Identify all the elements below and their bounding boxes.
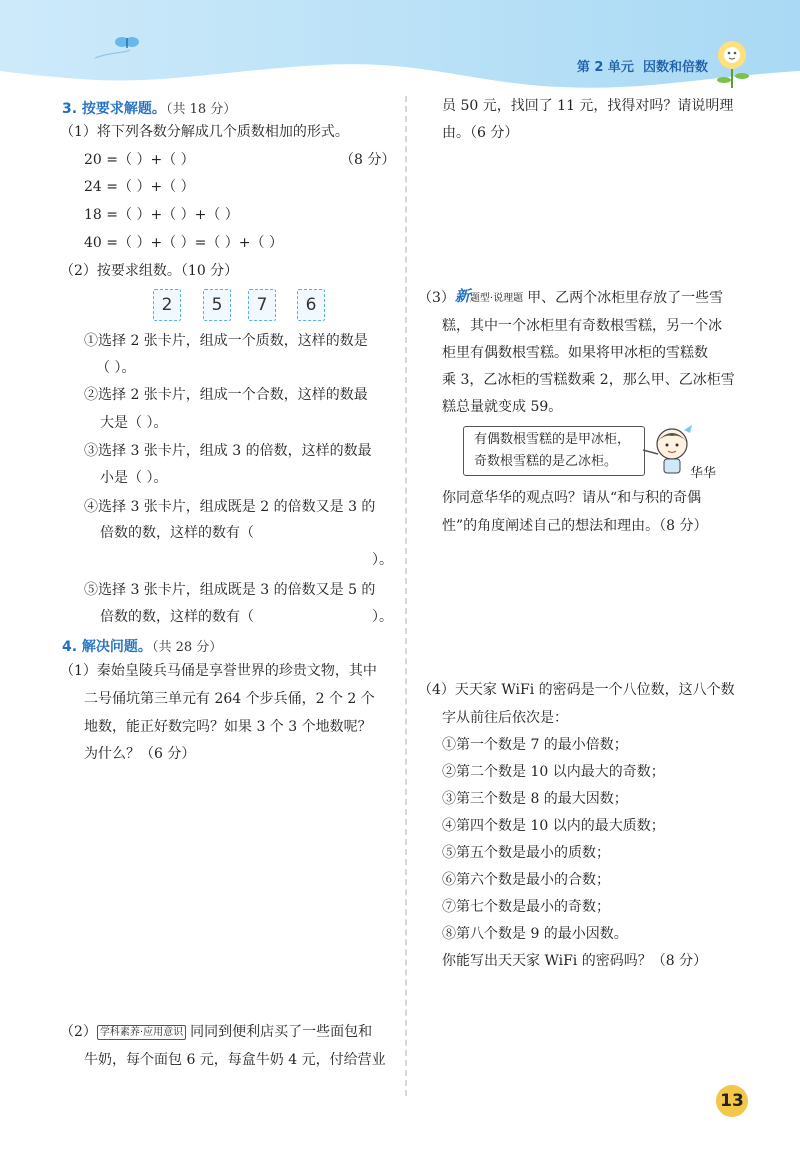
q4-part3-line-1 [418, 288, 723, 308]
q4-part1-line-4: 为什么？（6 分） [84, 746, 196, 762]
q3-item-5-cont: 倍数的数，这样的数有（ [100, 609, 254, 625]
q4-part4-line-2: 字从前往后依次是： [442, 710, 568, 726]
q3-part1-line-1: 20 =（ ）+（ ） [84, 152, 195, 168]
q4-part1-line-3: 地数，能正好数完吗？如果 3 个 3 个地数呢？ [84, 719, 372, 735]
q3-item-1: ①选择 2 张卡片，组成一个质数，这样的数是 [84, 333, 368, 349]
speaker-name: 华华 [690, 466, 717, 481]
q4-part3-ask-2: 性”的角度阐述自己的想法和理由。（8 分） [442, 518, 708, 534]
q4-part4-item-3: ③第三个数是 8 的最大因数； [442, 791, 628, 807]
bubble-line-1: 有偶数根雪糕的是甲冰柜， [474, 432, 631, 447]
q4-part4-item-8: ⑧第八个数是 9 的最小因数。 [442, 926, 628, 942]
q4-part3-line-2: 糕，其中一个冰柜里有奇数根雪糕，另一个冰 [442, 318, 722, 334]
header-banner [0, 0, 800, 100]
question-3-points: （共 18 分） [165, 102, 237, 117]
q3-item-5: ⑤选择 3 张卡片，组成既是 3 的倍数又是 5 的 [84, 582, 376, 598]
q4-part4-item-7: ⑦第七个数是最小的奇数； [442, 899, 610, 915]
unit-topic: 因数和倍数 [642, 60, 708, 75]
q4-part3-line-5: 糕总量就变成 59。 [442, 399, 563, 415]
question-4-heading [62, 636, 222, 656]
number-card: 6 [297, 289, 325, 321]
q3-item-5-close: ）。 [372, 609, 393, 625]
q3-item-3-blank: 小是（ ）。 [100, 470, 168, 486]
q3-item-4-close: ）。 [372, 552, 393, 568]
q3-item-2: ②选择 2 张卡片，组成一个合数，这样的数最 [84, 387, 368, 403]
new-type-badge [454, 287, 524, 305]
new-badge-char: 新 [454, 287, 470, 305]
q4-part2-line-2: 牛奶，每个面包 6 元，每盒牛奶 4 元，付给营业 [84, 1052, 386, 1068]
q4-part4-item-2: ②第二个数是 10 以内最大的奇数； [442, 764, 665, 780]
q3-part2-intro: （2）按要求组数。（10 分） [60, 263, 239, 279]
page-number: 13 [716, 1085, 748, 1117]
q3-item-1-blank: （ ）。 [96, 360, 136, 376]
number-card: 5 [203, 289, 231, 321]
number-card: 2 [153, 289, 181, 321]
q3-item-4: ④选择 3 张卡片，组成既是 2 的倍数又是 3 的 [84, 499, 376, 515]
question-3-title: 3. 按要求解题。 [62, 101, 166, 117]
q4-part2-line-4: 由。（6 分） [442, 125, 519, 141]
q4-part3-ask-1: 你同意华华的观点吗？请从“和与积的奇偶 [442, 490, 702, 506]
q4-part2-number: （2） [60, 1024, 97, 1040]
q4-part1-line-2: 二号俑坑第三单元有 264 个步兵俑，2 个 2 个 [84, 691, 375, 707]
q3-part1-line-4: 40 =（ ）+（ ）=（ ）+（ ） [84, 235, 283, 251]
question-3-heading [62, 98, 236, 118]
speech-bubble [463, 426, 645, 476]
q4-part4-item-5: ⑤第五个数是最小的质数； [442, 845, 610, 861]
butterfly-icon [115, 37, 139, 48]
q3-part1-line-3: 18 =（ ）+（ ）+（ ） [84, 207, 239, 223]
column-divider [405, 96, 407, 1096]
number-card: 7 [248, 289, 276, 321]
new-badge-label: 题型·说理题 [469, 293, 524, 304]
q3-item-2-blank: 大是（ ）。 [100, 415, 168, 431]
q4-part2-line-1 [60, 1022, 372, 1042]
q4-part3-line-3: 柜里有偶数根雪糕。如果将甲冰柜的雪糕数 [442, 345, 708, 361]
q4-part4-item-6: ⑥第六个数是最小的合数； [442, 872, 610, 888]
q3-part1-points: （8 分） [340, 152, 396, 168]
q3-item-3: ③选择 3 张卡片，组成 3 的倍数，这样的数最 [84, 443, 372, 459]
q3-part1-line-2: 24 =（ ）+（ ） [84, 179, 195, 195]
q4-part4-question: 你能写出天天家 WiFi 的密码吗？（8 分） [442, 953, 708, 969]
q4-part3-text: 甲、乙两个冰柜里存放了一些雪 [527, 290, 724, 306]
q4-part4-item-1: ①第一个数是 7 的最小倍数； [442, 737, 628, 753]
unit-title [577, 56, 708, 75]
question-4-points: （共 28 分） [151, 640, 223, 655]
q4-part2-text: 同同到便利店买了一些面包和 [190, 1024, 373, 1040]
q3-item-4-cont: 倍数的数，这样的数有（ [100, 525, 254, 541]
q4-part4-line-1: （4）天天家 WiFi 的密码是一个八位数，这八个数 [418, 682, 735, 698]
q4-part2-line-3: 员 50 元，找回了 11 元，找得对吗？请说明理 [442, 98, 734, 114]
competency-tag: 学科素养·应用意识 [97, 1025, 186, 1040]
q4-part3-line-4: 乘 3，乙冰柜的雪糕数乘 2，那么甲、乙冰柜雪 [442, 372, 735, 388]
q4-part1-line-1: （1）秦始皇陵兵马俑是享誉世界的珍贵文物，其中 [60, 663, 377, 679]
question-4-title: 4. 解决问题。 [62, 639, 152, 655]
unit-label: 第 2 单元 [576, 60, 634, 75]
q4-part3-number: （3） [418, 290, 455, 306]
q3-part1-intro: （1）将下列各数分解成几个质数相加的形式。 [60, 124, 349, 140]
q4-part4-item-4: ④第四个数是 10 以内的最大质数； [442, 818, 665, 834]
bubble-line-2: 奇数根雪糕的是乙冰柜。 [474, 454, 618, 469]
